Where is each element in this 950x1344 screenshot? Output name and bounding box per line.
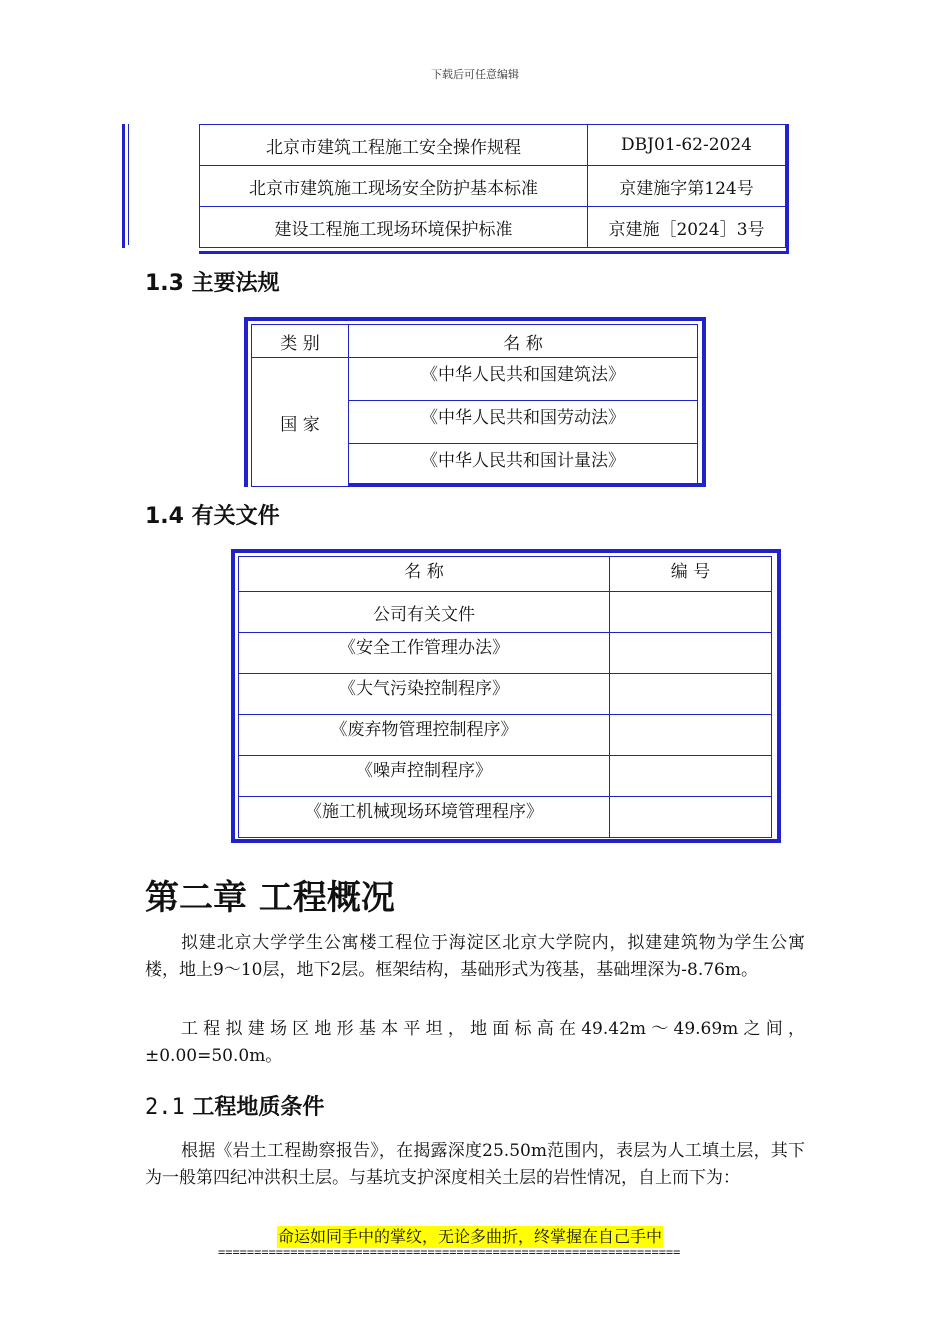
section-heading-1-4: 1.4 有关文件	[145, 504, 280, 529]
document-name: 《噪声控制程序》	[239, 756, 610, 797]
document-code	[610, 674, 772, 715]
separator-rule: ================================================================	[218, 1245, 681, 1259]
page-header: 下载后可任意编辑	[431, 68, 519, 81]
table-header-row	[252, 325, 698, 358]
standard-code: DBJ01-62-2024	[588, 125, 786, 166]
document-name: 《大气污染控制程序》	[239, 674, 610, 715]
law-name: 《中华人民共和国计量法》	[349, 444, 698, 487]
table-row	[239, 797, 772, 838]
document-name: 《施工机械现场环境管理程序》	[239, 797, 610, 838]
table-row	[200, 207, 786, 248]
standard-code: 京建施字第124号	[588, 166, 786, 207]
motto-banner: 命运如同手中的掌纹，无论多曲折，终掌握在自己手中	[278, 1227, 663, 1246]
standard-name: 北京市建筑工程施工安全操作规程	[200, 125, 588, 166]
paragraph: 工程拟建场区地形基本平坦，地面标高在49.42m～49.69m之间，±0.00=50.0m。	[145, 1019, 805, 1066]
document-name: 《安全工作管理办法》	[239, 633, 610, 674]
table-row	[239, 633, 772, 674]
law-name: 《中华人民共和国劳动法》	[349, 401, 698, 444]
document-code	[610, 592, 772, 633]
section-title: 工程地质条件	[192, 1094, 325, 1120]
table-header-row	[239, 557, 772, 592]
paragraph: 拟建北京大学学生公寓楼工程位于海淀区北京大学院内，拟建建筑物为学生公寓楼，地上9～10层，地下2层。框架结构，基础形式为筏基，基础埋深为-8.76m。	[145, 933, 805, 980]
standard-name: 建设工程施工现场环境保护标准	[200, 207, 588, 248]
category-cell: 国 家	[252, 358, 349, 487]
laws-table	[251, 324, 698, 487]
table-row	[200, 125, 786, 166]
document-name: 《废弃物管理控制程序》	[239, 715, 610, 756]
standard-name: 北京市建筑施工现场安全防护基本标准	[200, 166, 588, 207]
column-header-category: 类 别	[252, 325, 349, 358]
documents-table	[238, 556, 772, 838]
table-row	[252, 358, 698, 401]
document-code	[610, 756, 772, 797]
standard-code: 京建施［2024］3号	[588, 207, 786, 248]
table-row	[239, 674, 772, 715]
table-row	[200, 166, 786, 207]
column-header-code: 编 号	[610, 557, 772, 592]
section-number: 2.1	[145, 1095, 185, 1120]
document-name: 公司有关文件	[239, 592, 610, 633]
table-row	[239, 592, 772, 633]
table-row	[239, 715, 772, 756]
document-code	[610, 633, 772, 674]
standards-table	[199, 124, 786, 248]
document-code	[610, 715, 772, 756]
chapter-title: 第二章 工程概况	[145, 878, 395, 918]
section-heading-1-3: 1.3 主要法规	[145, 271, 280, 296]
paragraph: 根据《岩土工程勘察报告》，在揭露深度25.50m范围内，表层为人工填土层，其下为一般第四纪冲洪积土层。与基坑支护深度相关土层的岩性情况，自上而下为：	[145, 1141, 805, 1188]
law-name: 《中华人民共和国建筑法》	[349, 358, 698, 401]
section-heading-2-1	[145, 1090, 324, 1121]
document-code	[610, 797, 772, 838]
table-row	[239, 756, 772, 797]
column-header-name: 名 称	[239, 557, 610, 592]
column-header-name: 名 称	[349, 325, 698, 358]
